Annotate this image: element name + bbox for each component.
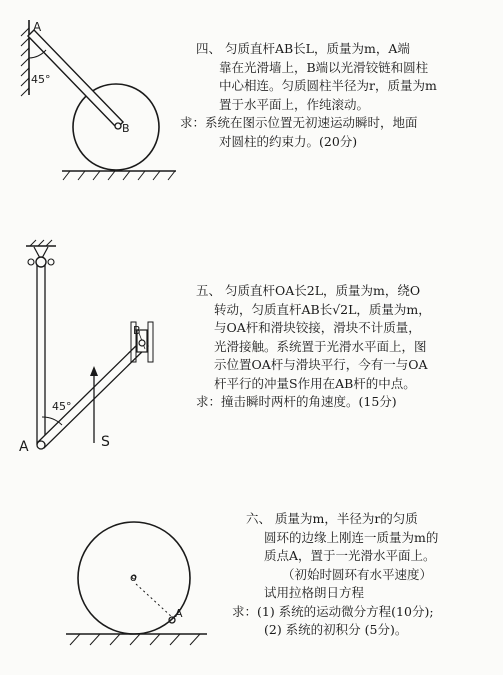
fig4-angle-label: 45° [31, 73, 51, 86]
fig5-label-s: S [101, 434, 110, 450]
problem-6-line-6: 求：(1) 系统的运动微分方程(10分); [232, 603, 434, 619]
figure-6 [66, 522, 207, 645]
fig5-pivot-o-3 [48, 259, 54, 265]
problem-4-line-3: 中心相连。匀质圆柱半径为r，质量为m [219, 78, 437, 93]
fig5-support-hatch [30, 240, 52, 246]
problem-6-line-4: （初始时圆环有水平速度） [282, 566, 433, 582]
problem-5-line-3: 与OA杆和滑块铰接，滑块不计质量， [214, 320, 421, 335]
figure-4 [21, 20, 176, 180]
fig5-hinge-a [37, 441, 45, 449]
fig4-label-b: B [122, 122, 130, 135]
fig4-hinge-b [115, 123, 121, 129]
fig5-impulse-head [90, 366, 98, 376]
problem-4-line-4: 置于水平面上，作纯滚动。 [219, 96, 370, 112]
problem-4-text [180, 40, 437, 151]
problem-6-line-1: 六、 质量为m，半径为r的匀质 [246, 511, 418, 526]
problem-4-line-2: 靠在光滑墙上，B端以光滑铰链和圆柱 [219, 59, 429, 75]
problem-5-line-5: 示位置OA杆与滑块平行，今有一与OA [214, 357, 428, 372]
problem-5-line-7: 求：撞击瞬时两杆的角速度。(15分) [196, 394, 397, 409]
problem-4-line-1: 四、 匀质直杆AB长L，质量为m，A端 [196, 41, 410, 56]
fig5-hinge-b [139, 340, 145, 346]
figure-5 [19, 240, 153, 455]
problem-6-line-2: 圆环的边缘上刚连一质量为m的 [264, 529, 439, 545]
fig4-wall-hatch [21, 28, 29, 96]
fig5-label-b: B [133, 324, 141, 337]
problem-6-line-3: 质点A，置于一光滑水平面上。 [264, 548, 436, 563]
problem-4-line-6: 对圆柱的约束力。(20分) [219, 133, 358, 149]
problem-5-line-1: 五、 匀质直杆OA长2L，质量为m，绕O [196, 283, 421, 298]
problem-5-line-2: 转动，匀质直杆AB长√2L，质量为m， [214, 301, 431, 317]
problem-4-line-5: 求：系统在图示位置无初速运动瞬时，地面 [180, 115, 418, 130]
problem-5-text [196, 282, 431, 412]
fig4-ground-hatch [63, 171, 175, 180]
problem-5-line-6: 杆平行的冲量S作用在AB杆的中点。 [214, 375, 416, 391]
fig6-ground-hatch [70, 634, 200, 645]
problem-6-line-7: (2) 系统的初积分 (5分)。 [264, 622, 408, 637]
problem-6-line-5: 试用拉格朗日方程 [264, 585, 365, 600]
fig5-guide-right [148, 322, 153, 362]
fig5-label-a: A [19, 439, 29, 455]
fig6-radius [136, 584, 173, 618]
fig6-label-a: A [175, 607, 183, 620]
problem-5-line-4: 光滑接触。系统置于光滑水平面上，图 [214, 338, 427, 354]
fig6-label-o: o [130, 571, 137, 584]
fig5-pivot-o-2 [28, 259, 34, 265]
fig5-angle-label: 45° [52, 400, 72, 413]
fig4-label-a: A [33, 20, 42, 34]
problem-6-text [232, 510, 439, 640]
fig5-pivot-o [36, 257, 46, 267]
